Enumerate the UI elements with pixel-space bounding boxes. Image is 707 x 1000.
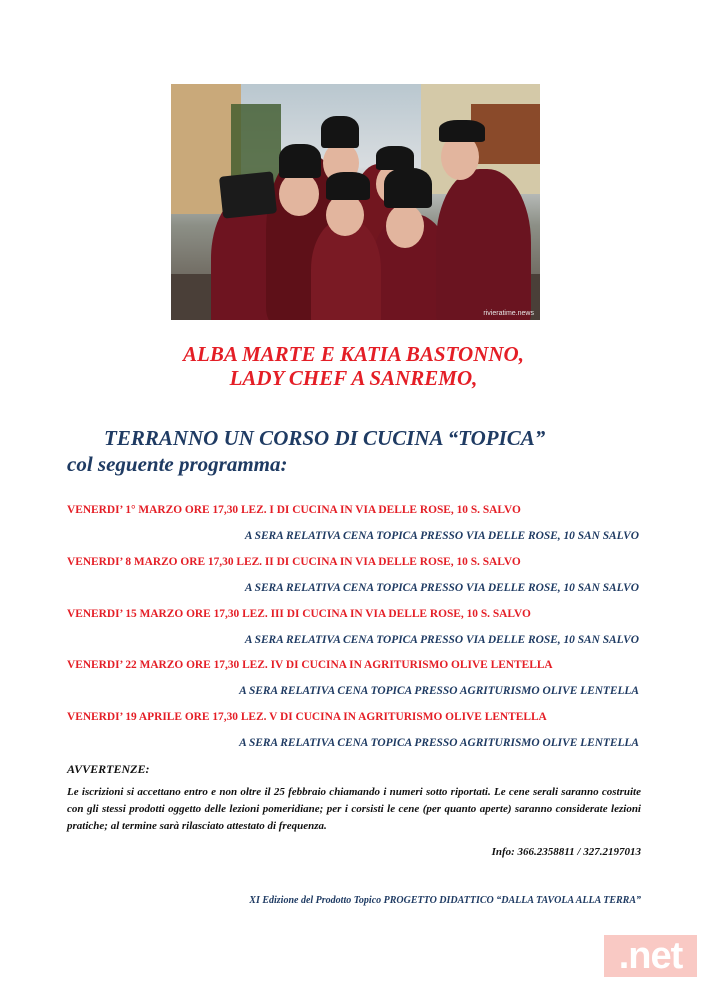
program-intro: col seguente programma:: [67, 452, 288, 476]
headline-line-1: ALBA MARTE E KATIA BASTONNO,: [183, 342, 524, 366]
lesson-3: VENERDI’ 15 MARZO ORE 17,30 LEZ. III DI CUCINA IN VIA DELLE ROSE, 10 S. SALVO: [67, 608, 531, 620]
warnings-body: Le iscrizioni si accettano entro e non oltre il 25 febbraio chiamando i numeri sotto riportati. Le cene serali saranno costruite con gli stessi prodotti oggetto delle lezioni pomeridiane; per i corsisti le cene (per quanto aperte) saranno considerate lezioni pratiche; al termine sarà rilasciato attestato di frequenza.: [67, 786, 641, 832]
footer-note: XI Edizione del Prodotto Topico PROGETTO DIDATTICO “DALLA TAVOLA ALLA TERRA”: [249, 895, 641, 906]
dinner-2: A SERA RELATIVA CENA TOPICA PRESSO VIA DELLE ROSE, 10 SAN SALVO: [244, 582, 639, 594]
lesson-4: VENERDI’ 22 MARZO ORE 17,30 LEZ. IV DI CUCINA IN AGRITURISMO OLIVE LENTELLA: [67, 659, 553, 671]
lesson-2: VENERDI’ 8 MARZO ORE 17,30 LEZ. II DI CUCINA IN VIA DELLE ROSE, 10 S. SALVO: [67, 556, 521, 568]
net-logo: .net: [604, 935, 697, 977]
dinner-4: A SERA RELATIVA CENA TOPICA PRESSO AGRITURISMO OLIVE LENTELLA: [239, 685, 639, 697]
dinner-1: A SERA RELATIVA CENA TOPICA PRESSO VIA DELLE ROSE, 10 SAN SALVO: [244, 530, 639, 542]
contact-info: Info: 366.2358811 / 327.2197013: [491, 846, 641, 858]
chefs-selfie-photo: [171, 84, 540, 320]
lesson-5: VENERDI’ 19 APRILE ORE 17,30 LEZ. V DI CUCINA IN AGRITURISMO OLIVE LENTELLA: [67, 711, 547, 723]
lesson-1: VENERDI’ 1° MARZO ORE 17,30 LEZ. I DI CUCINA IN VIA DELLE ROSE, 10 S. SALVO: [67, 504, 521, 516]
course-title: TERRANNO UN CORSO DI CUCINA “TOPICA”: [104, 426, 546, 450]
photo-credit: rivieratime.news: [483, 310, 534, 317]
headline-line-2: LADY CHEF A SANREMO,: [229, 366, 478, 390]
dinner-3: A SERA RELATIVA CENA TOPICA PRESSO VIA DELLE ROSE, 10 SAN SALVO: [244, 634, 639, 646]
warnings-title: AVVERTENZE:: [67, 762, 150, 776]
dinner-5: A SERA RELATIVA CENA TOPICA PRESSO AGRITURISMO OLIVE LENTELLA: [239, 737, 639, 749]
